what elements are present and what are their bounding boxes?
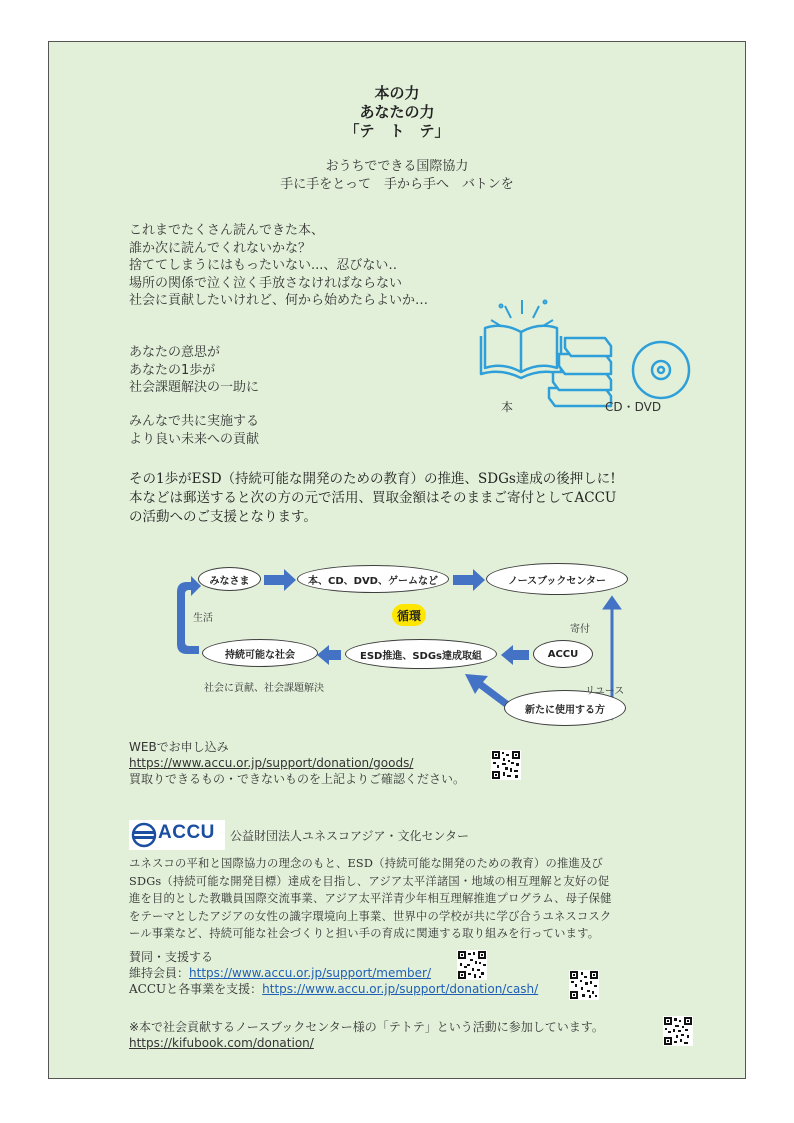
esd-line: その1歩がESD（持続可能な開発のための教育）の推進、SDGs達成の後押しに! (129, 471, 616, 487)
arrow-right-1 (264, 569, 296, 591)
org-desc-line: ユネスコの平和と国際協力の理念のもと、ESD（持続可能な開発のための教育）の推進及び (129, 857, 604, 870)
org-description (129, 855, 612, 943)
qr-code-icon[interactable] (663, 1016, 693, 1046)
org-name: 公益財団法人ユネスコアジア・文化センター (230, 829, 470, 843)
footer-note: ※本で社会貢献するノースブックセンター様の「テトテ」という活動に参加しています。 (129, 1020, 604, 1034)
will-line: 社会課題解決の一助に (129, 380, 260, 395)
qr-code-icon[interactable] (491, 750, 521, 780)
member-url-link[interactable]: https://www.accu.or.jp/support/member/ (189, 966, 431, 980)
title-line-2: あなたの力 (359, 103, 435, 121)
will-paragraph (129, 344, 259, 397)
web-url-link[interactable]: https://www.accu.or.jp/support/donation/goods/ (129, 756, 414, 770)
esd-line: の活動へのご支援となります。 (129, 509, 317, 525)
esd-line: 本などは郵送すると次の方の元で活用、買取金額はそのままご寄付としてACCU (129, 490, 617, 506)
support-heading: 賛同・支援する (129, 950, 214, 964)
book-cd-illustration (479, 292, 699, 412)
book-label: 本 (501, 400, 514, 414)
will-line: あなたの1歩が (129, 362, 216, 378)
footer-url-link[interactable]: https://kifubook.com/donation/ (129, 1036, 314, 1050)
open-book-icon (481, 326, 561, 378)
sparkle-icon (491, 300, 553, 326)
arrow-right-2 (453, 569, 485, 591)
node-minasama: みなさま (198, 567, 261, 591)
accu-logo-text: ACCU (158, 822, 215, 843)
cash-row (129, 981, 538, 997)
node-esd: ESD推進、SDGs達成取組 (345, 639, 497, 669)
subtitle-line-2: 手に手をとって 手から手へ バトンを (280, 177, 514, 192)
web-note: 買取りできるもの・できないものを上記よりご確認ください。 (129, 772, 466, 786)
esd-paragraph (129, 470, 616, 527)
member-label: 維持会員： (129, 966, 190, 980)
org-desc-line: SDGs（持続可能な開発目標）達成を目指し、アジア太平洋諸国・地域の相互理解と友好の促 (129, 874, 610, 888)
web-label: WEBでお申し込み (129, 740, 229, 754)
book-stack-icon (549, 338, 611, 406)
label-reuse: リユース (585, 686, 625, 697)
node-items: 本、CD、DVD、ゲームなど (297, 565, 449, 593)
cash-url-link[interactable]: https://www.accu.or.jp/support/donation/cash/ (262, 982, 539, 996)
org-desc-line: 進を目的とした教職員国際交流事業、アジア太平洋青少年相互理解推進プログラム、母子保健 (129, 892, 612, 905)
flyer-page (48, 41, 746, 1079)
cash-label: ACCUと各事業を支援： (129, 982, 263, 996)
intro-line: 社会に貢献したいけれど、何から始めたらよいか… (129, 293, 429, 308)
intro-line: 誰か次に読んでくれないかな？ (129, 240, 312, 256)
title-line-1: 本の力 (374, 84, 420, 102)
cd-icon (633, 342, 689, 398)
together-line: みんなで共に実施する (129, 414, 260, 429)
intro-line: これまでたくさん読んできた本、 (129, 223, 325, 238)
will-line: あなたの意思が (129, 345, 221, 360)
member-row (129, 965, 431, 981)
label-life: 生活 (193, 613, 213, 624)
label-contribution: 社会に貢献、社会課題解決 (204, 683, 324, 694)
intro-paragraph (129, 222, 428, 310)
node-nosebook-center: ノースブックセンター (486, 563, 628, 595)
intro-line: 捨ててしまうにはもったいない...、忍びない‥ (129, 258, 398, 273)
qr-code-icon[interactable] (569, 970, 599, 1000)
org-desc-line: ール事業など、持続可能な社会づくりと担い手の育成に関連する取り組みを行っています。 (129, 927, 600, 940)
together-paragraph (129, 413, 259, 448)
arrow-left-1 (501, 645, 529, 665)
intro-line: 場所の関係で泣く泣く手放さなければならない (129, 275, 403, 291)
node-new-user: 新たに使用する方 (504, 690, 626, 726)
node-sustainable-society: 持続可能な社会 (202, 639, 318, 667)
subtitle-line-1: おうちでできる国際協力 (325, 159, 469, 174)
together-line: より良い未来への貢献 (129, 431, 260, 447)
org-desc-line: をテーマとしたアジアの女性の識字環境向上事業、世界中の学校が共に学び合うユネスコスク (129, 909, 612, 923)
qr-code-icon[interactable] (457, 950, 487, 980)
cycle-badge: 循環 (392, 604, 426, 626)
title-line-3: 「テ ト テ」 (344, 122, 450, 140)
cd-dvd-label: CD・DVD (605, 400, 662, 414)
node-accu: ACCU (533, 640, 593, 668)
arrow-left-2 (317, 645, 341, 665)
label-donation: 寄付 (570, 624, 590, 635)
